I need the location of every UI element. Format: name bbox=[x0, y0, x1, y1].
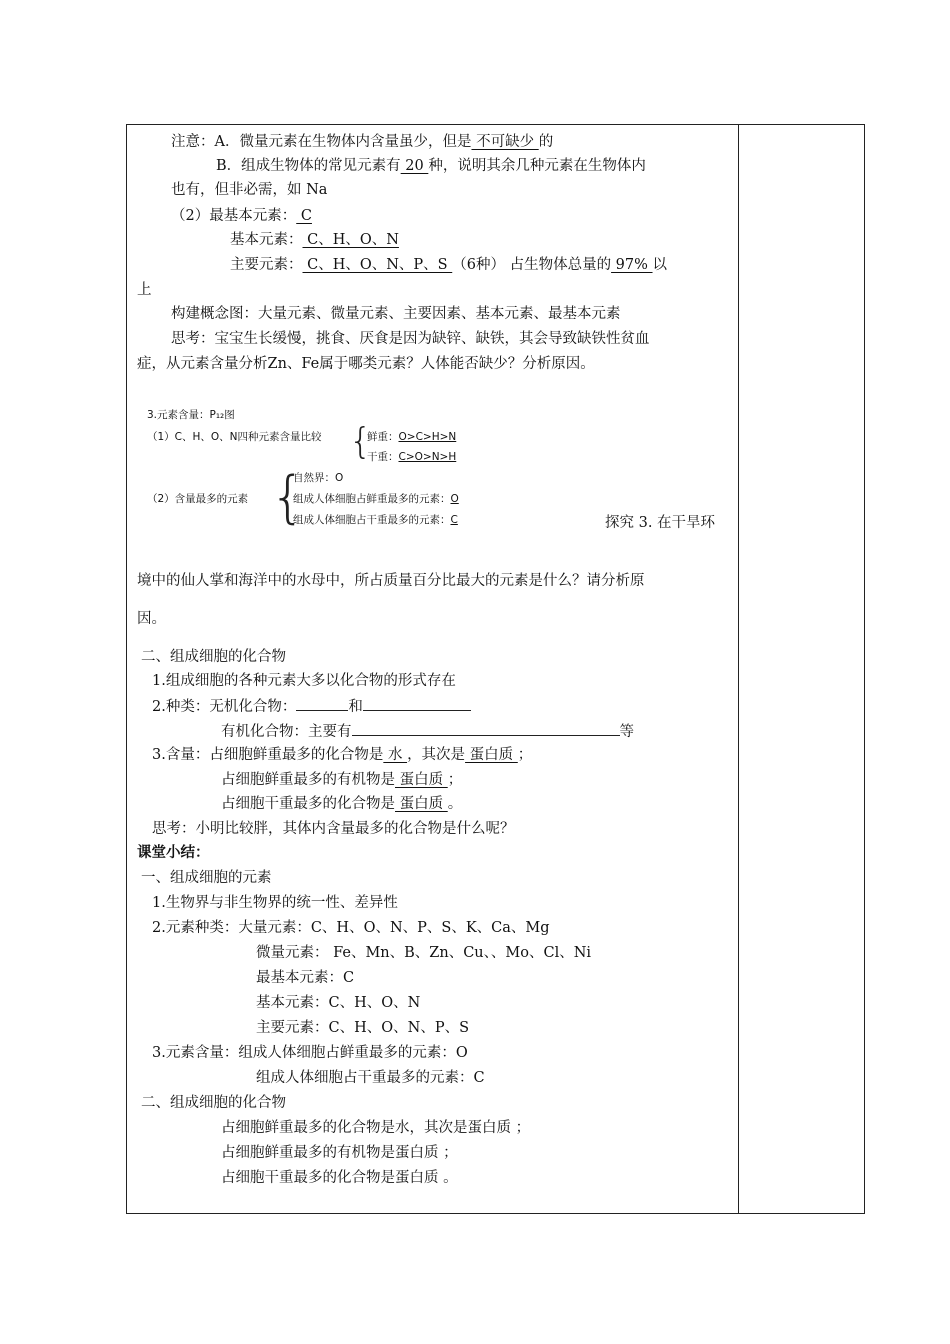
compounds-p3 bbox=[152, 745, 532, 765]
summary-s3-dry: 组成人体细胞占干重最多的元素：C bbox=[256, 1070, 485, 1086]
think-line-1: 思考：宝宝生长缓慢，挑食、厌食是因为缺锌、缺铁，其会导致缺铁性贫血 bbox=[171, 331, 650, 347]
summary-s1: 1.生物界与非生物界的统一性、差异性 bbox=[152, 895, 398, 911]
semicolon: ； bbox=[517, 747, 533, 763]
explore-line-1: 探究 3. 在干旱环 bbox=[605, 515, 716, 531]
main-elements bbox=[230, 255, 667, 275]
dry-most-answer: C bbox=[450, 514, 458, 526]
fresh-compound-label: 3.含量：占细胞鲜重最多的化合物是 bbox=[152, 747, 384, 763]
figure-row2-label: （2）含量最多的元素 bbox=[147, 493, 249, 505]
etc-text: 等 bbox=[619, 724, 634, 740]
dry-weight-label: 干重： bbox=[367, 451, 399, 463]
compounds-p2 bbox=[152, 696, 471, 717]
and-text: 和 bbox=[348, 699, 363, 715]
blank-inorganic-1 bbox=[296, 696, 348, 711]
note-a-answer: 不可缺少 bbox=[471, 134, 539, 150]
blank-organic bbox=[352, 721, 620, 736]
main-elements-end: 以 bbox=[652, 257, 668, 273]
explore-line-2: 境中的仙人掌和海洋中的水母中，所占质量百分比最大的元素是什么？请分析原 bbox=[137, 573, 645, 589]
figure-dry-most bbox=[293, 513, 458, 527]
summary-s2-basic: 基本元素：C、H、O、N bbox=[256, 995, 421, 1011]
dry-weight-order: C>O>N>H bbox=[398, 451, 457, 463]
main-elements-middle: （6种） 占生物体总量的 bbox=[452, 257, 612, 273]
most-basic-element bbox=[171, 206, 312, 226]
note-a bbox=[171, 132, 553, 152]
main-elements-answer: C、H、O、N、P、S bbox=[302, 257, 453, 273]
fresh-weight-order: O>C>H>N bbox=[398, 431, 457, 443]
explore-line-3: 因。 bbox=[137, 611, 166, 627]
main-elements-label: 主要元素： bbox=[230, 257, 303, 273]
compounds-p3-dry bbox=[221, 794, 462, 814]
note-b-text: B．组成生物体的常见元素有 bbox=[216, 158, 401, 174]
dry-compound-label: 占细胞干重最多的化合物是 bbox=[221, 796, 395, 812]
concept-map-line: 构建概念图：大量元素、微量元素、主要因素、基本元素、最基本元素 bbox=[171, 306, 621, 322]
blank-inorganic-2 bbox=[363, 696, 471, 711]
note-a-text: 注意：A．微量元素在生物体内含量虽少，但是 bbox=[171, 134, 472, 150]
summary-c3: 占细胞干重最多的化合物是蛋白质 。 bbox=[221, 1170, 458, 1186]
summary-heading-1: 一、组成细胞的元素 bbox=[141, 870, 272, 886]
note-b-end: 种，说明其余几种元素在生物体内 bbox=[428, 158, 646, 174]
basic-elements bbox=[230, 230, 399, 250]
compounds-heading: 二、组成细胞的化合物 bbox=[141, 649, 286, 665]
semicolon: ； bbox=[447, 772, 463, 788]
second-label: ，其次是 bbox=[407, 747, 466, 763]
inorganic-label: 2.种类：无机化合物： bbox=[152, 699, 297, 715]
figure-title: 3.元素含量：P₁₂图 bbox=[147, 409, 235, 421]
fresh-most-label: 组成人体细胞占鲜重最多的元素： bbox=[293, 493, 451, 505]
figure-row1-label: （1）C、H、O、N四种元素含量比较 bbox=[147, 431, 322, 443]
fresh-most-answer: O bbox=[450, 493, 459, 505]
figure-nature: 自然界：O bbox=[293, 472, 344, 484]
figure-fresh-most bbox=[293, 492, 459, 506]
think-line-2: 症，从元素含量分析Zn、Fe属于哪类元素？人体能否缺少？分析原因。 bbox=[137, 356, 595, 372]
summary-s2-trace: 微量元素： Fe、Mn、B、Zn、Cu、、Mo、Cl、Ni bbox=[256, 945, 592, 961]
compounds-p2-organic bbox=[221, 721, 634, 742]
compounds-p3-organic bbox=[221, 770, 462, 790]
dry-compound-answer: 蛋白质 bbox=[395, 796, 448, 812]
summary-title: 课堂小结： bbox=[137, 844, 210, 861]
fresh-compound-answer: 水 bbox=[383, 747, 408, 763]
note-b bbox=[216, 156, 646, 176]
main-elements-continued: 上 bbox=[137, 282, 152, 298]
summary-c2: 占细胞鲜重最多的有机物是蛋白质 ； bbox=[221, 1145, 458, 1161]
summary-s2: 2.元素种类：大量元素：C、H、O、N、P、S、K、Ca、Mg bbox=[152, 920, 550, 936]
note-b-answer: 20 bbox=[400, 158, 429, 174]
organic-label: 有机化合物：主要有 bbox=[221, 724, 352, 740]
most-basic-label: （2）最基本元素： bbox=[171, 208, 297, 224]
basic-elements-answer: C、H、O、N bbox=[302, 232, 399, 248]
dry-most-label: 组成人体细胞占干重最多的元素： bbox=[293, 514, 451, 526]
brace-icon: { bbox=[349, 421, 372, 462]
figure-dry-weight bbox=[367, 450, 456, 464]
summary-s2-most-basic: 最基本元素：C bbox=[256, 970, 355, 986]
brace-icon: { bbox=[270, 465, 306, 530]
summary-heading-2: 二、组成细胞的化合物 bbox=[141, 1095, 286, 1111]
basic-elements-label: 基本元素： bbox=[230, 232, 303, 248]
fresh-organic-label: 占细胞鲜重最多的有机物是 bbox=[221, 772, 395, 788]
figure-fresh-weight bbox=[367, 430, 456, 444]
summary-s3: 3.元素含量：组成人体细胞占鲜重最多的元素：O bbox=[152, 1045, 468, 1061]
compounds-p1: 1.组成细胞的各种元素大多以化合物的形式存在 bbox=[152, 673, 456, 689]
most-basic-answer: C bbox=[296, 208, 312, 224]
fresh-weight-label: 鲜重： bbox=[367, 431, 399, 443]
period: 。 bbox=[447, 796, 463, 812]
summary-s2-main: 主要元素：C、H、O、N、P、S bbox=[256, 1020, 470, 1036]
fresh-organic-answer: 蛋白质 bbox=[395, 772, 448, 788]
note-a-end: 的 bbox=[538, 134, 554, 150]
worksheet-table bbox=[126, 124, 865, 1214]
main-elements-percent: 97% bbox=[611, 257, 653, 273]
second-answer: 蛋白质 bbox=[465, 747, 518, 763]
column-divider bbox=[738, 125, 739, 1213]
note-b-continued: 也有，但非必需，如 Na bbox=[171, 182, 328, 198]
compounds-think: 思考：小明比较胖，其体内含量最多的化合物是什么呢？ bbox=[152, 821, 515, 837]
summary-c1: 占细胞鲜重最多的化合物是水，其次是蛋白质 ； bbox=[221, 1120, 531, 1136]
